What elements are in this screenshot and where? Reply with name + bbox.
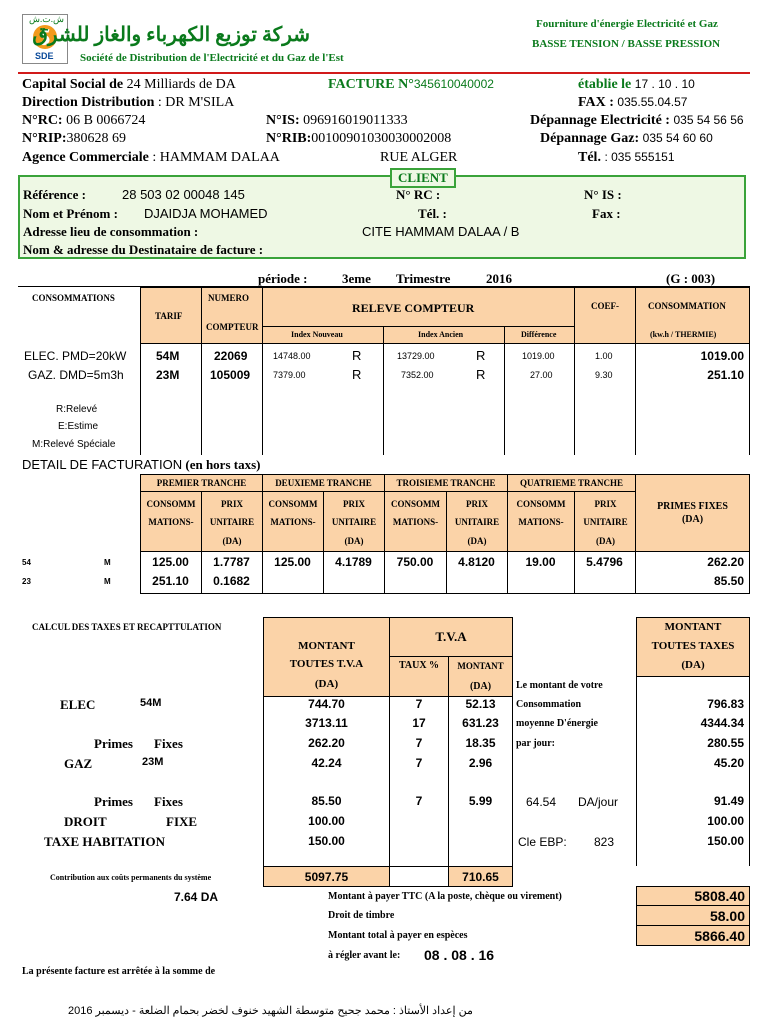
prix-subheader — [201, 491, 263, 552]
consomm-subheader — [140, 491, 202, 552]
cons-total: 251.10 — [707, 368, 744, 382]
detail-subtitle: (en hors taxs) — [185, 457, 261, 472]
prix-subheader — [323, 491, 385, 552]
regler-value: 08 . 08 . 16 — [424, 947, 495, 963]
cons-coef: 9.30 — [595, 370, 613, 380]
average-note-1: Le montant de votre — [516, 680, 603, 691]
tax-row-label: Primes — [94, 736, 133, 751]
tva-montant-header — [448, 656, 513, 697]
tax-total: 4344.34 — [700, 716, 744, 730]
tel-line — [578, 150, 675, 166]
primes-fixes-unit: (DA) — [681, 514, 704, 525]
cle-ebp-label: Cle EBP: — [518, 835, 567, 849]
tax-row-label: Primes — [94, 794, 133, 809]
prix-label: (DA) — [467, 536, 487, 546]
rib-label: N°RIB: — [266, 131, 312, 146]
adresse-value: CITE HAMMAM DALAA / B — [362, 224, 520, 239]
prix-label: (DA) — [344, 536, 364, 546]
consommations-title: CONSOMMATIONS — [32, 293, 115, 303]
tax-total: 150.00 — [707, 834, 744, 848]
client-nis-label: N° IS : — [584, 187, 622, 202]
detail-tarif-m: M — [104, 577, 111, 586]
prix-label: UNITAIRE — [331, 517, 377, 527]
tax-montant: 3713.11 — [305, 716, 348, 730]
detail-consommation: 251.10 — [152, 574, 189, 588]
tax-col-line — [749, 676, 750, 866]
cons-index-old-code: R — [476, 348, 486, 363]
difference-header — [504, 326, 575, 344]
index-nouveau-label: Index Nouveau — [291, 330, 343, 339]
fax-line — [578, 95, 687, 111]
cons-label: GAZ. DMD=5m3h — [28, 368, 124, 382]
consomm-label: CONSOMM — [391, 499, 440, 509]
detail-title: DETAIL DE FACTURATION — [22, 457, 183, 472]
rip-value: 380628 69 — [66, 131, 126, 146]
periode-year: 2016 — [486, 271, 512, 286]
tva-da-label: (DA) — [469, 681, 492, 692]
client-box — [18, 170, 746, 259]
rip-line — [22, 131, 126, 147]
detail-prix: 4.1789 — [335, 555, 372, 569]
detail-prix: 0.1682 — [213, 574, 250, 588]
detail-tarif-code: 54 — [22, 558, 31, 567]
tax-total: 91.49 — [713, 794, 744, 808]
detail-primes-fixes: 85.50 — [713, 574, 744, 588]
cons-coef: 1.00 — [595, 351, 613, 361]
montant-header-line2: TOUTES T.V.A — [289, 658, 364, 670]
consomm-subheader — [262, 491, 324, 552]
client-nrc-label: N° RC : — [396, 187, 441, 202]
cons-col-line — [262, 343, 263, 455]
rib-value: 00100901030030002008 — [311, 131, 452, 146]
cons-col-line — [140, 343, 141, 455]
nis-line — [266, 113, 408, 129]
tva-label: T.V.A — [435, 629, 467, 644]
detail-tarif-m: M — [104, 558, 111, 567]
releve-label: RELEVE COMPTEUR — [352, 301, 475, 315]
etablie-value: 17 . 10 . 10 — [634, 77, 695, 91]
company-name-arabic: شركة توزيع الكهرباء والغاز للشرق — [32, 24, 310, 46]
compteur-header — [201, 287, 263, 344]
consomm-label: MATIONS- — [270, 517, 316, 527]
cons-label: ELEC. PMD=20kW — [24, 349, 127, 363]
rib-line — [266, 131, 451, 147]
cons-index-old: 13729.00 — [397, 351, 435, 361]
tax-row-label: ELEC — [60, 697, 96, 712]
prix-label: PRIX — [343, 499, 365, 509]
tranche-label: PREMIER TRANCHE — [156, 478, 247, 488]
total-taux-cell — [389, 866, 449, 887]
tranche-label: DEUXIEME TRANCHE — [275, 478, 372, 488]
rc-label: N°RC: — [22, 113, 63, 128]
tax-tva: 52.13 — [465, 697, 496, 711]
tranche-header-4 — [507, 474, 636, 492]
cons-index-new: 7379.00 — [273, 370, 306, 380]
da-value: 7.64 DA — [174, 890, 219, 904]
tranche-header-1 — [140, 474, 263, 492]
cons-compteur: 105009 — [210, 368, 251, 382]
tax-tva: 5.99 — [468, 794, 493, 808]
logo-top: ش.ت.ش — [29, 14, 64, 24]
tax-row-label: DROIT — [64, 814, 107, 829]
tax-tva: 631.23 — [462, 716, 499, 730]
cons-col-line — [574, 343, 575, 455]
index-nouveau-header — [262, 326, 384, 344]
consomm-subheader — [384, 491, 447, 552]
right-header-line1: MONTANT — [664, 621, 722, 633]
tel-label: Tél. — [578, 150, 601, 165]
ttc-label: Montant à payer TTC (A la poste, chèque ou virement) — [328, 891, 562, 902]
fax-value: 035.55.04.57 — [617, 95, 688, 109]
prix-subheader — [446, 491, 508, 552]
cons-tarif: 23M — [156, 368, 180, 382]
tax-taux: 7 — [415, 736, 423, 750]
agence-value: : HAMMAM DALAA — [152, 150, 280, 165]
header-red-rule — [18, 72, 750, 74]
cons-col-line — [201, 343, 202, 455]
fax-label: FAX : — [578, 95, 614, 110]
periode-trimestre-word: Trimestre — [396, 271, 451, 286]
tax-montant: 85.50 — [311, 794, 342, 808]
nis-label: N°IS: — [266, 113, 300, 128]
tax-tva: 2.96 — [468, 756, 493, 770]
agence-line — [22, 150, 280, 166]
tax-col-line — [512, 696, 513, 866]
tax-taux: 17 — [412, 716, 426, 730]
total-value: 5866.40 — [694, 928, 745, 944]
montant-header-line3: (DA) — [314, 678, 339, 690]
detail-prix: 4.8120 — [458, 555, 495, 569]
cons-col-line — [383, 343, 384, 455]
consomm-label: MATIONS- — [148, 517, 194, 527]
etablie-line — [578, 77, 695, 93]
tax-taux: 7 — [415, 794, 423, 808]
total-tva-cell — [448, 866, 513, 887]
tax-row-sublabel: Fixes — [154, 794, 183, 809]
tranche-header-2 — [262, 474, 385, 492]
per-day-value: 64.54 — [526, 795, 557, 809]
montant-toutes-taxes-header — [636, 617, 750, 677]
cle-ebp-value: 823 — [594, 835, 615, 849]
tarif-header — [140, 287, 202, 344]
tax-total: 796.83 — [707, 697, 744, 711]
prix-label: PRIX — [594, 499, 617, 509]
releve-header — [262, 287, 575, 327]
cons-col-line — [635, 343, 636, 455]
total-montant-value: 5097.75 — [304, 870, 349, 884]
destinataire-label: Nom & adresse du Destinataire de facture : — [23, 242, 264, 257]
tva-header — [389, 617, 513, 657]
per-day-unit: DA/jour — [578, 795, 619, 809]
tax-taux: 7 — [415, 756, 423, 770]
legend-special: M:Relevé Spéciale — [32, 439, 116, 450]
logo-text: SDE — [35, 51, 54, 61]
reference-value: 28 503 02 00048 145 — [122, 187, 245, 202]
prix-subheader — [574, 491, 637, 552]
client-tel-label: Tél. : — [418, 206, 447, 221]
nom-value: DJAIDJA MOHAMED — [144, 206, 268, 221]
prix-label: UNITAIRE — [454, 517, 500, 527]
ttc-cell — [636, 886, 750, 906]
detail-consommation: 19.00 — [525, 555, 556, 569]
detail-consommation: 125.00 — [152, 555, 189, 569]
timbre-label: Droit de timbre — [328, 910, 395, 921]
direction-value: : DR M'SILA — [157, 95, 235, 110]
cons-col-line — [504, 343, 505, 455]
cons-index-new-code: R — [352, 348, 362, 363]
prix-label: PRIX — [466, 499, 488, 509]
depannage-elec-label: Dépannage Electricité : — [530, 113, 670, 128]
consomm-label: CONSOMM — [146, 499, 196, 509]
cons-total: 1019.00 — [700, 349, 744, 363]
detail-primes-fixes: 262.20 — [707, 555, 744, 569]
consomm-label: MATIONS- — [518, 517, 564, 527]
right-header-line2: TOUTES TAXES — [651, 640, 735, 652]
tax-total: 100.00 — [707, 814, 744, 828]
detail-bottom-rule — [140, 593, 750, 594]
depannage-gaz-line — [540, 131, 713, 147]
consommation-header — [635, 287, 750, 344]
tax-montant: 100.00 — [308, 814, 345, 828]
client-fax-label: Fax : — [592, 206, 621, 221]
tranche-label: QUATRIEME TRANCHE — [520, 478, 623, 488]
prix-label: UNITAIRE — [583, 517, 628, 527]
consomm-label: MATIONS- — [392, 517, 439, 527]
periode-g: (G : 003) — [666, 271, 716, 286]
tax-montant: 150.00 — [308, 834, 345, 848]
total-montant-cell — [263, 866, 390, 887]
tel-value: : 035 555151 — [604, 150, 675, 164]
prix-label: (DA) — [222, 536, 242, 546]
rc-line — [22, 113, 145, 129]
timbre-value: 58.00 — [709, 908, 745, 924]
total-label: Montant total à payer en espèces — [328, 930, 468, 941]
compteur-label: COMPTEUR — [206, 322, 259, 332]
detail-consommation: 125.00 — [274, 555, 311, 569]
tax-row-sublabel: Fixes — [154, 736, 183, 751]
tva-montant-label: MONTANT — [457, 661, 504, 671]
depannage-gaz-value: 035 54 60 60 — [642, 131, 713, 145]
tax-row-label: TAXE HABITATION — [44, 834, 165, 849]
contribution-label: Contribution aux coûts permanents du système — [50, 873, 212, 882]
detail-heading — [22, 457, 260, 473]
tax-tva: 18.35 — [465, 736, 496, 750]
adresse-label: Adresse lieu de consommation : — [23, 224, 199, 239]
coef-label: COEF- — [591, 301, 619, 311]
regler-label: à régler avant le: — [328, 950, 401, 961]
montant-tva-header — [263, 617, 390, 697]
taxes-title: CALCUL DES TAXES ET RECAPTTULATION — [32, 622, 222, 632]
consommation-label: CONSOMMATION — [648, 301, 726, 311]
tranche-header-3 — [384, 474, 508, 492]
consomm-label: CONSOMM — [268, 499, 318, 509]
facture-number — [328, 77, 494, 93]
nis-value: 096916019011333 — [303, 113, 408, 128]
right-header-line3: (DA) — [681, 659, 705, 671]
tax-montant: 42.24 — [311, 756, 342, 770]
depannage-gaz-label: Dépannage Gaz: — [540, 131, 640, 146]
timbre-cell — [636, 905, 750, 926]
total-tva-value: 710.65 — [462, 870, 499, 884]
tax-row-sublabel: 54M — [140, 697, 162, 709]
primes-fixes-header — [635, 474, 750, 552]
tax-montant: 744.70 — [308, 697, 345, 711]
tax-row-sublabel: FIXE — [166, 814, 198, 829]
primes-fixes-label: PRIMES FIXES — [657, 501, 728, 512]
tranche-label: TROISIEME TRANCHE — [396, 478, 496, 488]
legend-estime: E:Estime — [58, 421, 99, 432]
montant-header-line1: MONTANT — [298, 640, 355, 652]
depannage-elec-value: 035 54 56 56 — [673, 113, 744, 127]
detail-prix: 1.7787 — [213, 555, 250, 569]
reference-label: Référence : — [23, 187, 86, 202]
capital-line — [22, 77, 236, 93]
prix-label: (DA) — [596, 536, 615, 546]
ttc-value: 5808.40 — [694, 888, 745, 904]
arretee-text: La présente facture est arrêtée à la somme de — [22, 966, 216, 977]
tax-row-sublabel: 23M — [142, 756, 164, 768]
tarif-header-label: TARIF — [155, 311, 183, 321]
periode-trimestre: 3eme — [342, 271, 371, 286]
average-note-4: par jour: — [516, 738, 555, 749]
footer-credit: من إعداد الأستاذ : محمد جحيح متوسطة الشهيد خنوف لخضر بحمام الضلعة - ديسمبر 2016 — [68, 1005, 473, 1017]
depannage-elec-line — [530, 113, 744, 129]
index-ancien-header — [383, 326, 505, 344]
cons-index-old: 7352.00 — [401, 370, 434, 380]
tax-montant: 262.20 — [308, 736, 345, 750]
periode-label: période : — [258, 271, 308, 286]
consomm-subheader — [507, 491, 575, 552]
capital-value: 24 Milliards de DA — [126, 77, 236, 92]
average-note-2: Consommation — [516, 699, 582, 710]
difference-label: Différence — [521, 330, 557, 339]
rue-value: RUE ALGER — [380, 150, 458, 165]
cons-difference: 1019.00 — [522, 351, 555, 361]
direction-line — [22, 95, 234, 111]
tax-total: 280.55 — [707, 736, 744, 750]
etablie-label: établie le — [578, 77, 632, 92]
header-tension-line: BASSE TENSION / BASSE PRESSION — [532, 38, 721, 50]
capital-label: Capital Social de — [22, 77, 124, 92]
detail-col-line — [749, 551, 750, 593]
cons-col-line — [749, 343, 750, 455]
numero-label: NUMERO — [208, 293, 249, 303]
detail-tarif-code: 23 — [22, 577, 31, 586]
cons-index-old-code: R — [476, 367, 486, 382]
nom-label: Nom et Prénom : — [23, 206, 118, 221]
taux-label: TAUX % — [398, 660, 440, 671]
tax-row-label: GAZ — [64, 756, 93, 771]
client-tag: CLIENT — [390, 168, 456, 188]
direction-label: Direction Distribution — [22, 95, 155, 110]
total-cell — [636, 925, 750, 946]
cons-difference: 27.00 — [530, 370, 553, 380]
rc-value: 06 B 0066724 — [66, 113, 146, 128]
tax-col-line — [636, 676, 637, 866]
legend-releve: R:Relevé — [56, 404, 98, 415]
index-ancien-label: Index Ancien — [418, 330, 464, 339]
cons-tarif: 54M — [156, 349, 180, 363]
consomm-label: CONSOMM — [516, 499, 566, 509]
rip-label: N°RIP: — [22, 131, 67, 146]
detail-consommation: 750.00 — [396, 555, 434, 569]
cons-index-new-code: R — [352, 367, 362, 382]
cons-compteur: 22069 — [214, 349, 248, 363]
prix-label: PRIX — [221, 499, 243, 509]
header-energy-line: Fourniture d'énergie Electricité et Gaz — [536, 18, 718, 30]
average-note-3: moyenne D'énergie — [516, 718, 598, 729]
agence-label: Agence Commerciale — [22, 150, 149, 165]
detail-prix: 5.4796 — [586, 555, 623, 569]
cons-index-new: 14748.00 — [273, 351, 311, 361]
consommation-unit: (kw.h / THERMIE) — [650, 330, 717, 339]
facture-value: 345610040002 — [413, 77, 494, 91]
coef-header — [574, 287, 636, 344]
tax-taux: 7 — [415, 697, 423, 711]
detail-col-line — [635, 551, 636, 593]
prix-label: UNITAIRE — [209, 517, 255, 527]
company-name-french: Société de Distribution de l'Electricité et du Gaz de l'Est — [80, 52, 344, 64]
facture-label: FACTURE N° — [328, 77, 414, 92]
taux-header — [389, 656, 449, 697]
tax-total: 45.20 — [713, 756, 744, 770]
